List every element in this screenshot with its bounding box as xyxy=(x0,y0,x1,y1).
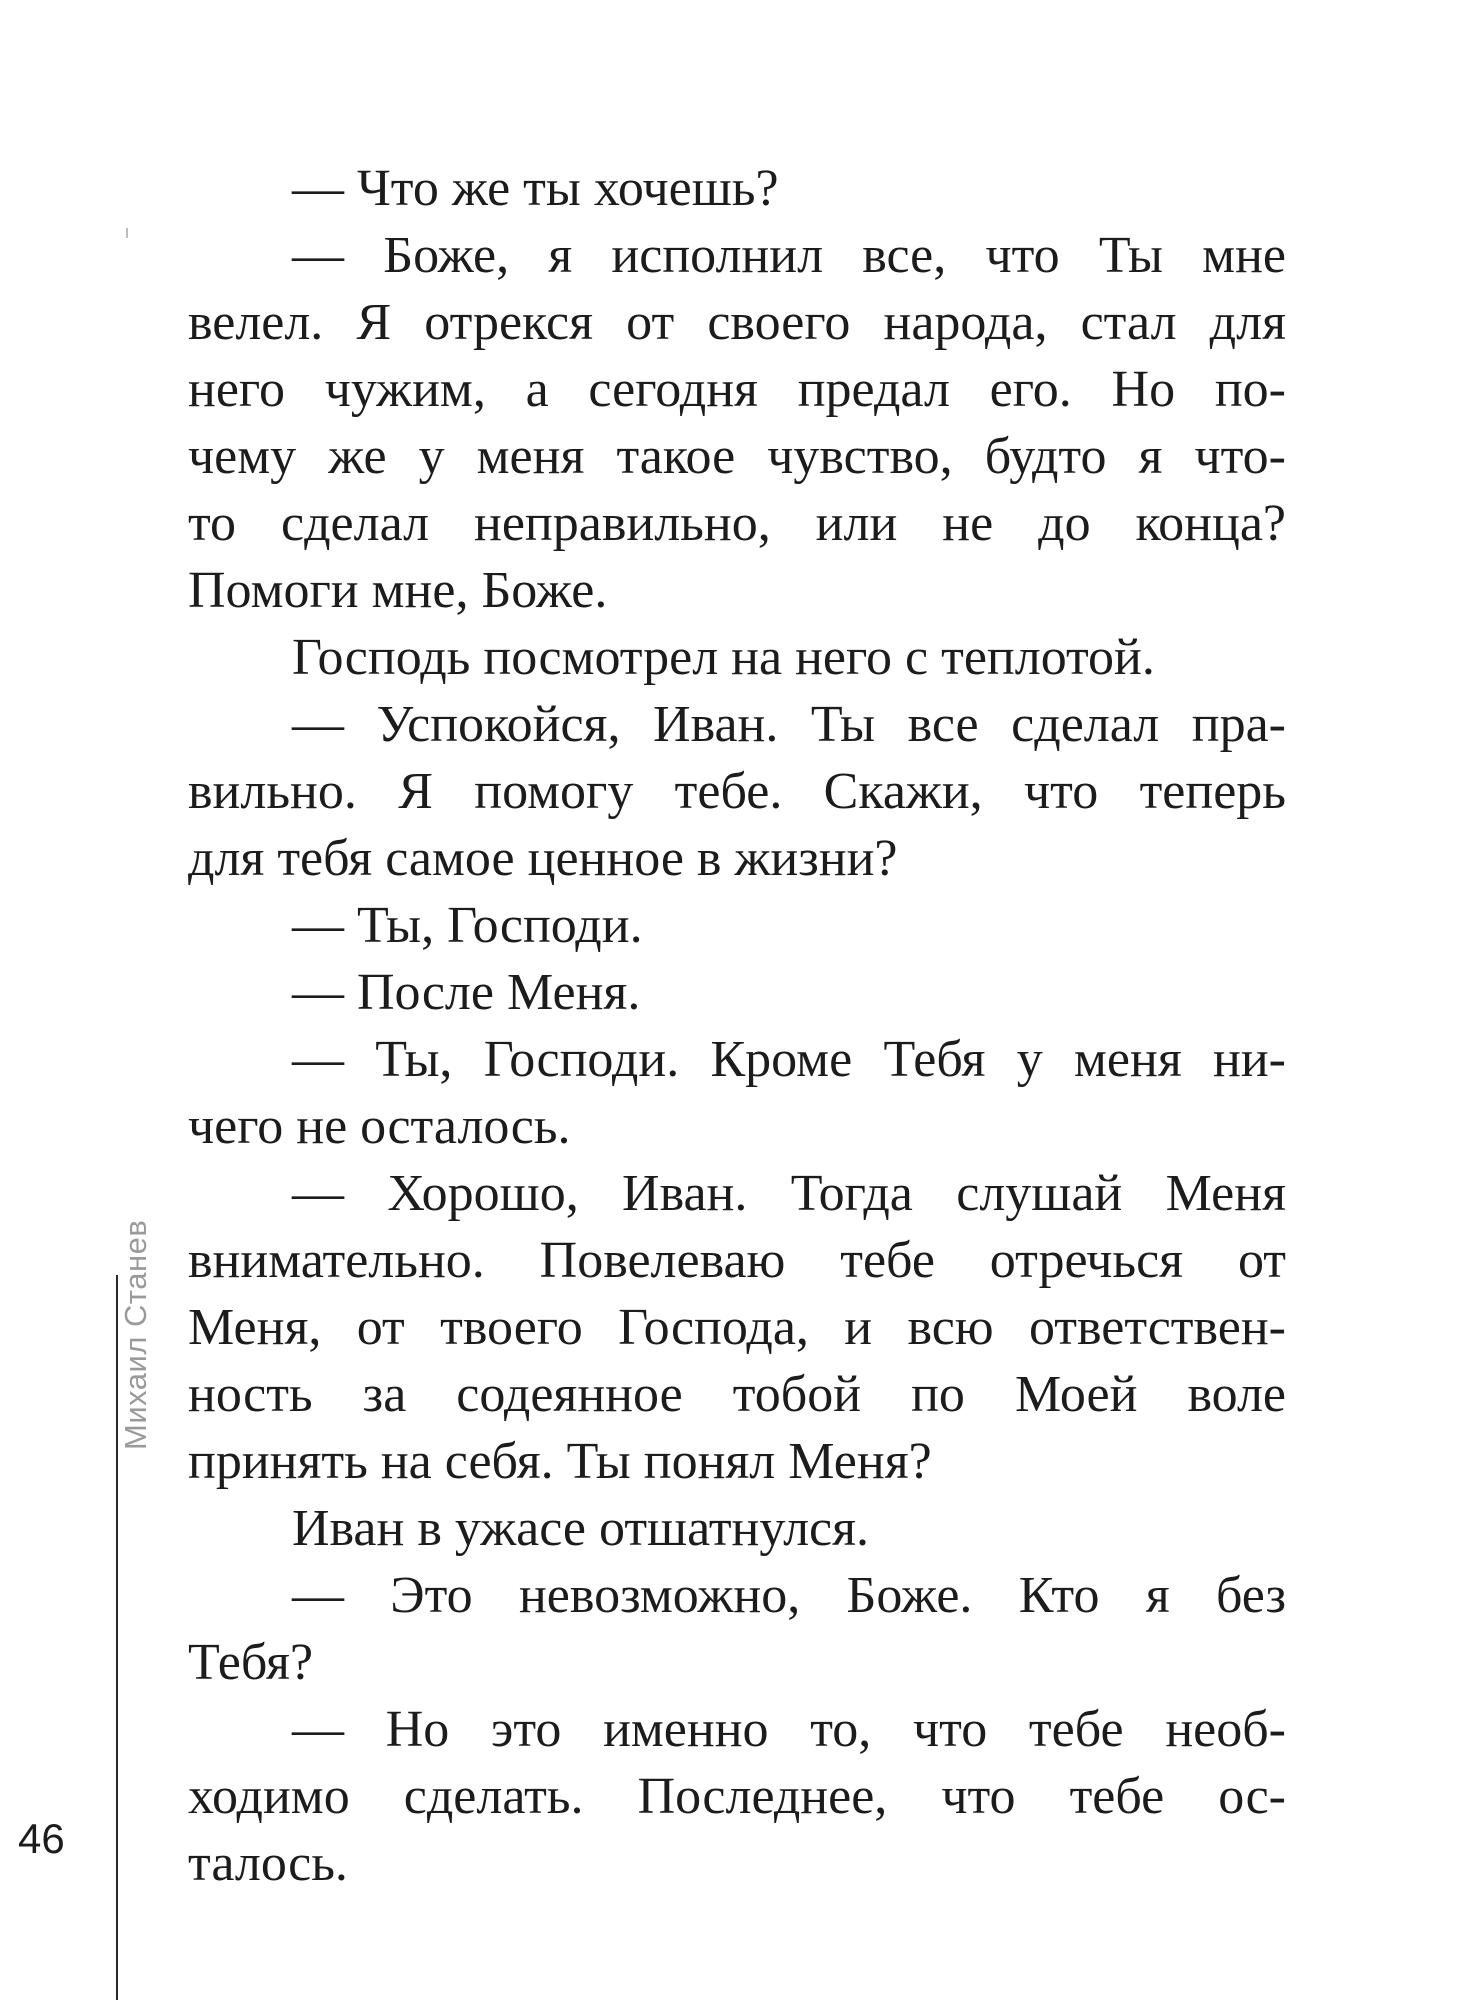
text-line: — Ты, Господи. xyxy=(292,897,643,954)
running-head-author: Михаил Станев xyxy=(118,1219,153,1450)
text-line: — Боже, я исполнил все, что Ты мне xyxy=(292,227,1286,284)
text-line: то сделал неправильно, или не до конца? xyxy=(188,495,1286,552)
text-line: — Это невозможно, Боже. Кто я без xyxy=(292,1567,1286,1624)
text-line: — Что же ты хочешь? xyxy=(292,160,779,217)
text-line: — После Меня. xyxy=(292,964,641,1021)
body-text xyxy=(188,155,1286,1897)
text-line: ность за содеянное тобой по Моей воле xyxy=(188,1366,1286,1423)
text-line: Тебя? xyxy=(188,1634,314,1691)
scan-speck xyxy=(126,228,128,238)
text-line: — Ты, Господи. Кроме Тебя у меня ни- xyxy=(292,1031,1286,1088)
text-line: — Но это именно то, что тебе необ- xyxy=(292,1701,1286,1758)
text-line: Иван в ужасе отшатнулся. xyxy=(292,1500,870,1557)
text-line: Меня, от твоего Господа, и всю ответствен- xyxy=(188,1299,1286,1356)
text-line: принять на себя. Ты понял Меня? xyxy=(188,1433,932,1490)
text-line: Помоги мне, Боже. xyxy=(188,562,608,619)
text-line: для тебя самое ценное в жизни? xyxy=(188,830,898,887)
text-line: Господь посмотрел на него с теплотой. xyxy=(292,629,1155,686)
text-line: — Хорошо, Иван. Тогда слушай Меня xyxy=(292,1165,1286,1222)
page-number: 46 xyxy=(18,1815,65,1862)
text-line: ходимо сделать. Последнее, что тебе ос- xyxy=(188,1768,1286,1825)
text-line: талось. xyxy=(188,1835,348,1892)
text-line: вильно. Я помогу тебе. Скажи, что теперь xyxy=(188,763,1286,820)
text-line: — Успокойся, Иван. Ты все сделал пра- xyxy=(292,696,1286,753)
text-line: внимательно. Повелеваю тебе отречься от xyxy=(188,1232,1286,1289)
text-line: чего не осталось. xyxy=(188,1098,571,1155)
text-line: велел. Я отрекся от своего народа, стал для xyxy=(188,294,1286,351)
text-line: чему же у меня такое чувство, будто я что- xyxy=(188,428,1286,485)
text-line: него чужим, а сегодня предал его. Но по- xyxy=(188,361,1286,418)
